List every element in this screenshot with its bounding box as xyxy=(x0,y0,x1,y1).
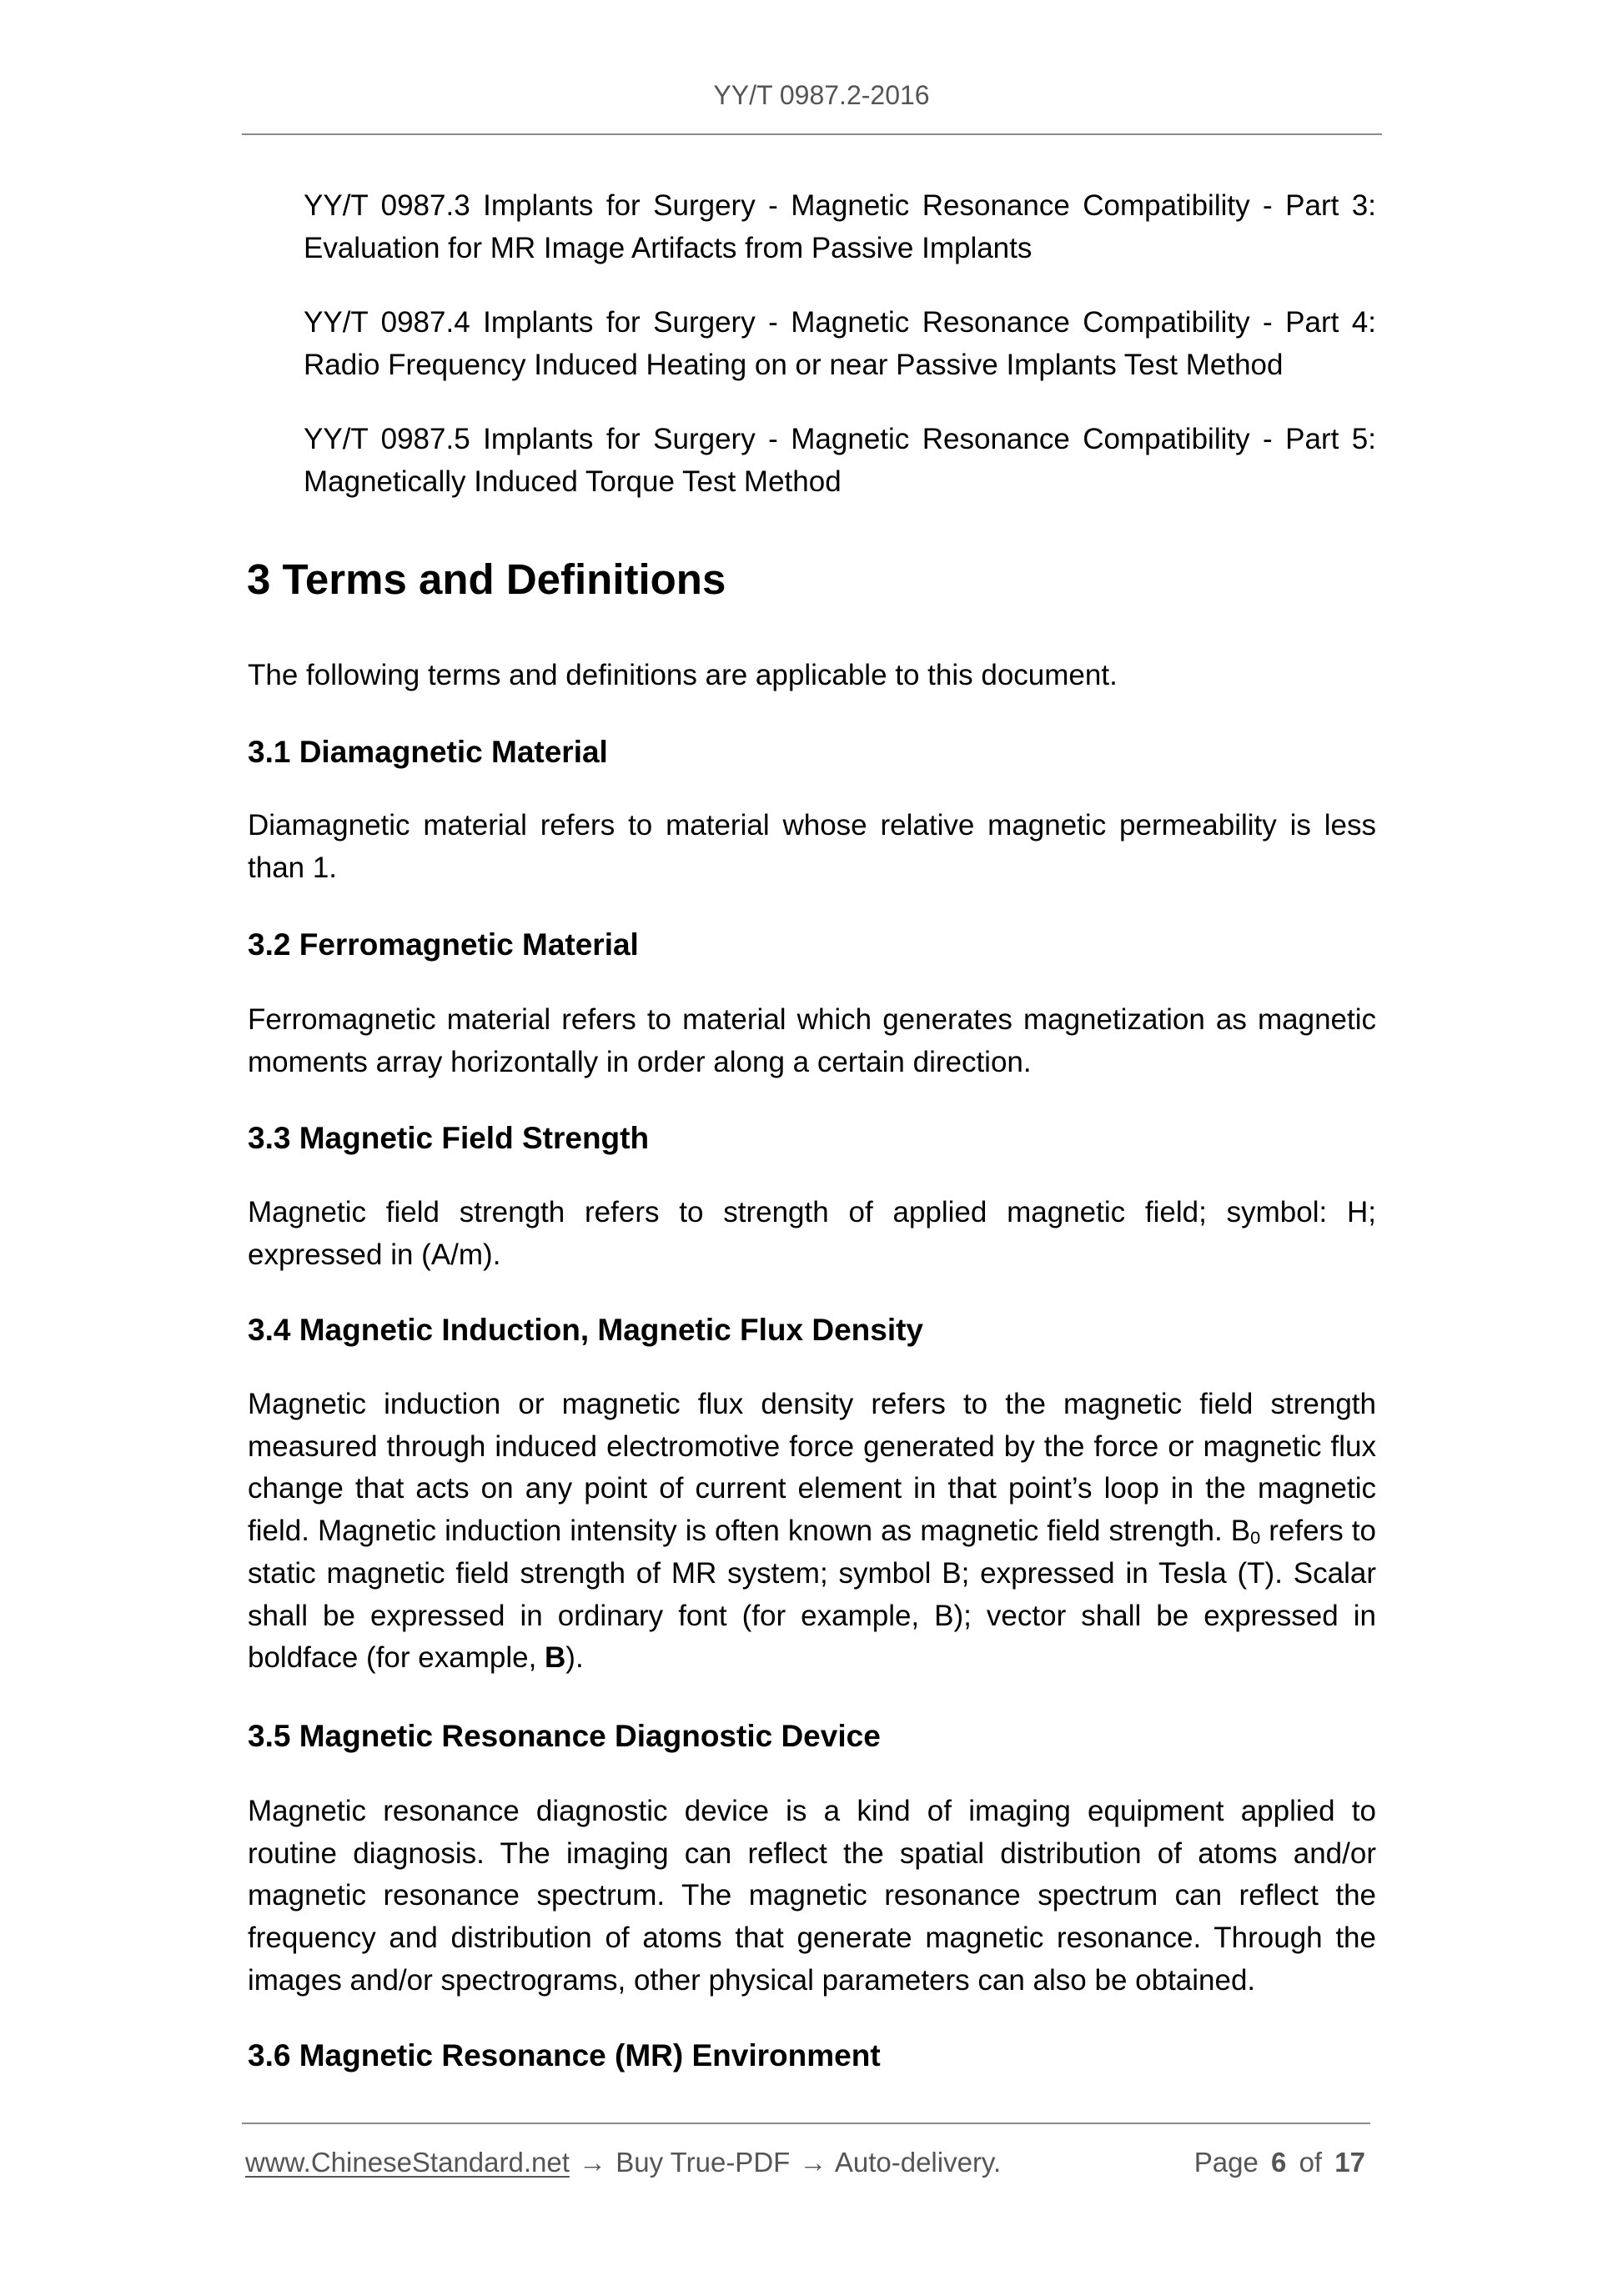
reference-item: YY/T 0987.3 Implants for Surgery - Magnetic Resonance Compatibility - Part 3: Evaluation for MR Image Artifacts from Passive Implants xyxy=(304,189,1376,264)
arrow-right-icon: → xyxy=(799,2147,827,2178)
website-link[interactable]: www.ChineseStandard.net xyxy=(245,2147,570,2178)
term-heading-3-2: 3.2 Ferromagnetic Material xyxy=(248,927,639,962)
page-total: 17 xyxy=(1334,2147,1365,2178)
term-definition-3-5: Magnetic resonance diagnostic device is a kind of imaging equipment applied to routine diagnosis. The imaging can reflect the spatial distribution of atoms and/or magnetic resonance spectrum. The magnetic resonance spectrum can reflect the frequency and distribution of atoms that generate magnetic resonance. Through the images and/or spectrograms, other physical parameters can also be obtained. xyxy=(248,1795,1376,1997)
page-current: 6 xyxy=(1271,2147,1287,2178)
term-heading-3-4: 3.4 Magnetic Induction, Magnetic Flux Density xyxy=(248,1313,924,1347)
term-definition-3-2: Ferromagnetic material refers to material which generates magnetization as magnetic moments array horizontally in order along a certain direction. xyxy=(248,1003,1376,1078)
section-intro: The following terms and definitions are applicable to this document. xyxy=(248,659,1118,691)
subscript-zero: 0 xyxy=(1250,1527,1261,1548)
term-heading-3-3: 3.3 Magnetic Field Strength xyxy=(248,1121,650,1155)
term-heading-3-5: 3.5 Magnetic Resonance Diagnostic Device xyxy=(248,1719,881,1753)
term-heading-3-6: 3.6 Magnetic Resonance (MR) Environment xyxy=(248,2038,881,2072)
definition-text: ). xyxy=(565,1641,584,1675)
footer-promo xyxy=(245,2146,1001,2179)
arrow-right-icon: → xyxy=(579,2147,607,2178)
term-definition-3-1: Diamagnetic material refers to material whose relative magnetic permeability is less than 1. xyxy=(248,809,1376,884)
term-heading-3-1: 3.1 Diamagnetic Material xyxy=(248,735,608,769)
footer-divider xyxy=(242,2123,1370,2124)
document-code: YY/T 0987.2-2016 xyxy=(713,80,930,110)
bold-vector-symbol: B xyxy=(545,1641,566,1675)
page-label: Page xyxy=(1193,2147,1259,2178)
footer-step-delivery: Auto-delivery. xyxy=(834,2147,1002,2178)
reference-item: YY/T 0987.5 Implants for Surgery - Magnetic Resonance Compatibility - Part 5: Magnetically Induced Torque Test Method xyxy=(304,423,1376,498)
term-definition-3-4 xyxy=(248,1384,1376,1680)
page-number xyxy=(1194,2146,1365,2179)
definition-text: Magnetic induction or magnetic flux density refers to the magnetic field strength measured through induced electromotive force generated by the force or magnetic flux change that acts on any point of current element in that point’s loop in the magnetic field. Magnetic induction intensity is often known as magnetic field strength. B xyxy=(248,1388,1376,1548)
footer-step-buy: Buy True-PDF xyxy=(616,2147,791,2178)
term-definition-3-3: Magnetic field strength refers to strength of applied magnetic field; symbol: H; expressed in (A/m). xyxy=(248,1196,1376,1271)
page-of-label: of xyxy=(1299,2147,1323,2178)
section-heading: 3 Terms and Definitions xyxy=(247,555,726,603)
header-divider xyxy=(242,133,1382,135)
definition-text: refers to static magnetic field strength of MR system; symbol B; expressed in Tesla (T). Scalar shall be expressed in ordinary font (for example, B); vector shall be expressed in boldface (for example, xyxy=(248,1515,1376,1675)
reference-item: YY/T 0987.4 Implants for Surgery - Magnetic Resonance Compatibility - Part 4: Radio Frequency Induced Heating on or near Passive Implants Test Method xyxy=(304,306,1376,381)
running-header xyxy=(0,78,1623,112)
